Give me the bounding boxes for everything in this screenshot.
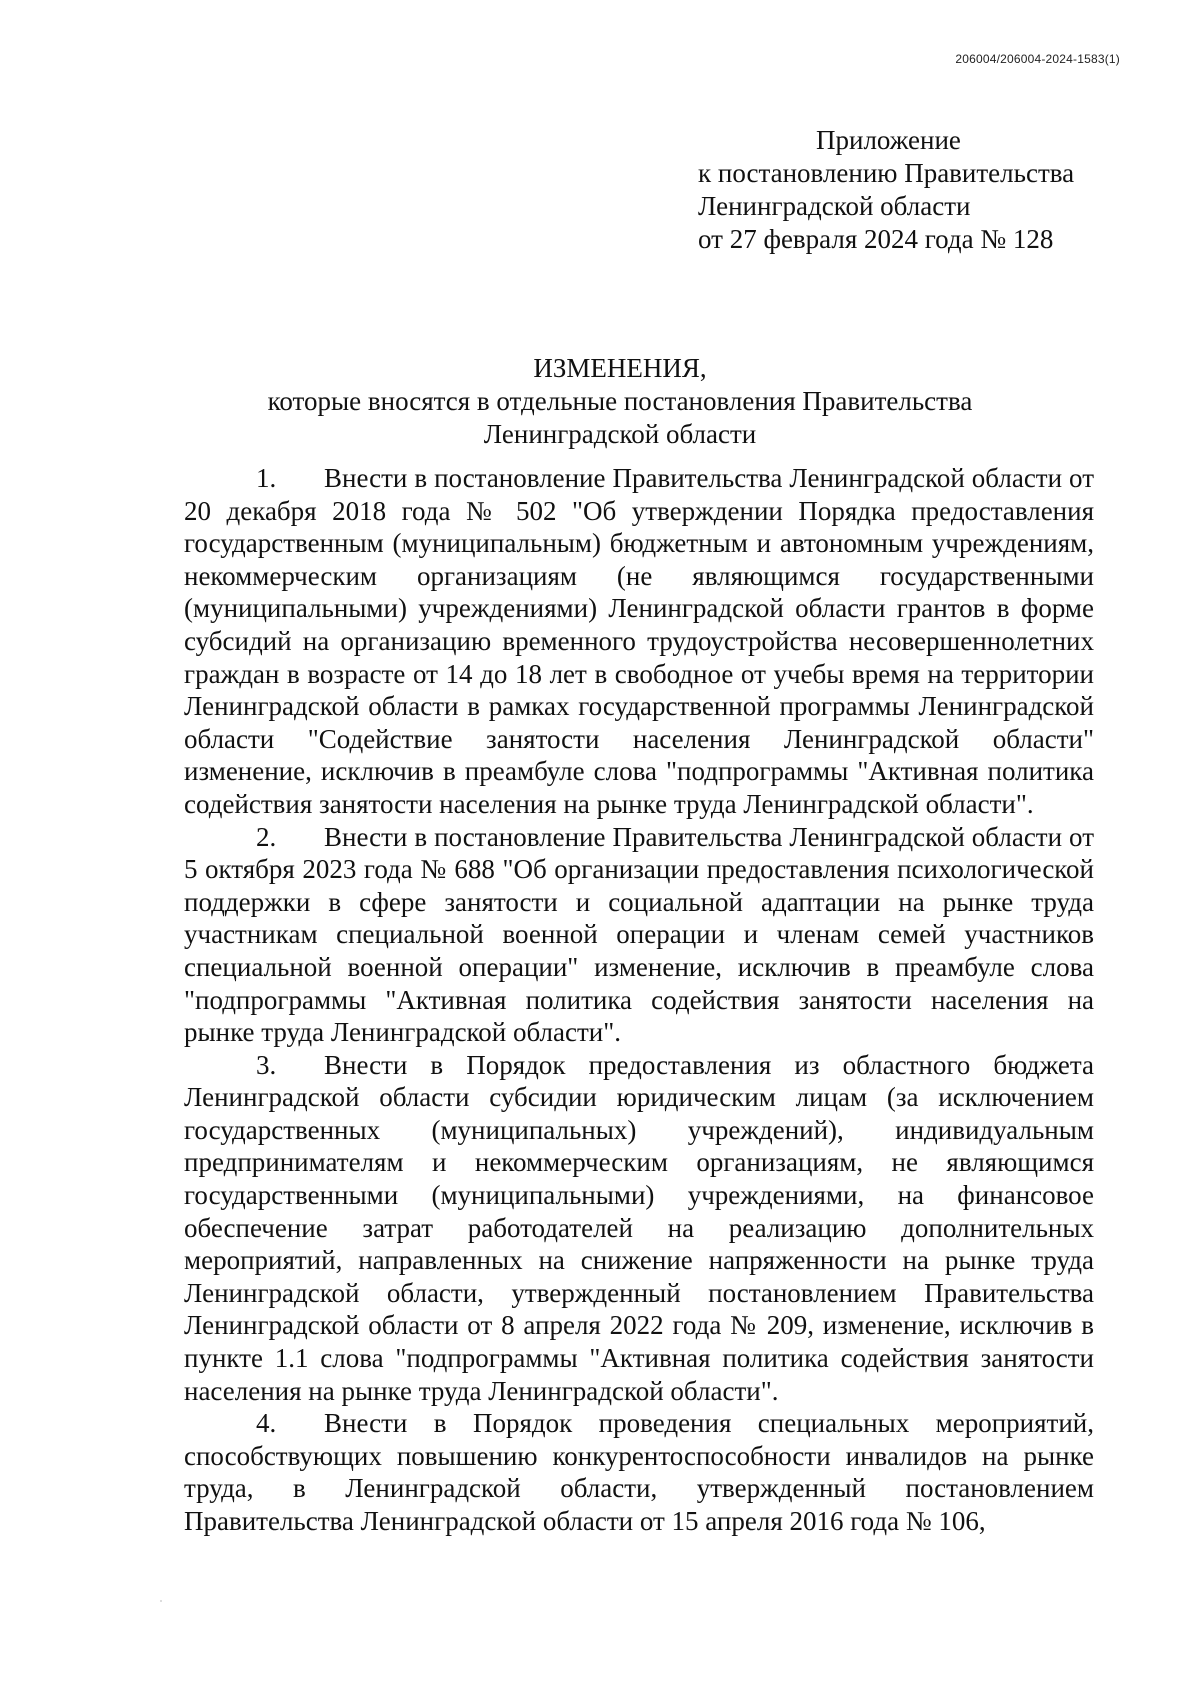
appendix-resolution-ref: к постановлению Правительства — [698, 158, 1075, 188]
clause-1 — [184, 462, 1094, 821]
clause-3 — [184, 1049, 1094, 1408]
appendix-date-number: от 27 февраля 2024 года № 128 — [698, 224, 1054, 254]
clause-number: 4. — [256, 1408, 277, 1439]
clause-number: 2. — [256, 821, 277, 852]
clause-text: Внести в Порядок предоставления из областного бюджета Ленинградской области субсидии юридическим лицам (за исключением государственных (муниципальных) учреждений), индивидуальным предпринимателям и некоммерческим организациям, не являющимся государственными (муниципальными) учреждениями, на финансовое обеспечение затрат работодателей на реализацию дополнительных мероприятий, направленных на снижение напряженности на рынке труда Ленинградской области, утвержденный постановлением Правительства Ленинградской области от 8 апреля 2022 года № 209, изменение, исключив в пункте 1.1 слова "подпрограммы "Активная политика содействия занятости населения на рынке труда Ленинградской области". — [184, 1049, 1094, 1406]
scan-artifact — [160, 1600, 162, 1602]
appendix-region: Ленинградской области — [698, 191, 971, 221]
clause-number: 1. — [256, 463, 277, 493]
clause-text: Внести в постановление Правительства Ленинградской области от 20 декабря 2018 года № 502 "Об утверждении Порядка предоставления государственным (муниципальным) бюджетным и автономным учреждениям, некоммерческим организациям (не являющимся государственными (муниципальными) учреждениями) Ленинградской области грантов в форме субсидий на организацию временного трудоустройства несовершеннолетних граждан в возрасте от 14 до 18 лет в свободное от учебы время на территории Ленинградской области в рамках государственной программы Ленинградской области "Содействие занятости населения Ленинградской области" изменение, исключив в преамбуле слова "подпрограммы "Активная политика содействия занятости населения на рынке труда Ленинградской области". — [184, 463, 1094, 819]
clause-4 — [184, 1407, 1094, 1537]
appendix-label: Приложение — [816, 125, 961, 155]
title-subtitle-line-2: Ленинградской области — [483, 419, 757, 449]
title-subtitle-line-1: которые вносятся в отдельные постановления Правительства — [267, 386, 973, 416]
appendix-header — [698, 124, 1074, 256]
clause-text: Внести в постановление Правительства Ленинградской области от 5 октября 2023 года № 688 "Об организации предоставления психологической поддержки в сфере занятости и социальной адаптации на рынке труда участникам специальной военной операции и членам семей участников специальной военной операции" изменение, исключив в преамбуле слова "подпрограммы "Активная политика содействия занятости населения на рынке труда Ленинградской области". — [184, 821, 1094, 1048]
clause-text: Внести в Порядок проведения специальных мероприятий, способствующих повышению конкурентоспособности инвалидов на рынке труда, в Ленинградской области, утвержденный постановлением Правительства Ленинградской области от 15 апреля 2016 года № 106, — [184, 1408, 1094, 1536]
clause-number: 3. — [256, 1049, 277, 1080]
clause-2 — [184, 821, 1094, 1049]
document-body — [184, 462, 1094, 1538]
document-registration-number: 206004/206004-2024-1583(1) — [955, 52, 1120, 66]
title-heading: ИЗМЕНЕНИЯ, — [533, 353, 707, 383]
document-title — [0, 352, 1200, 451]
